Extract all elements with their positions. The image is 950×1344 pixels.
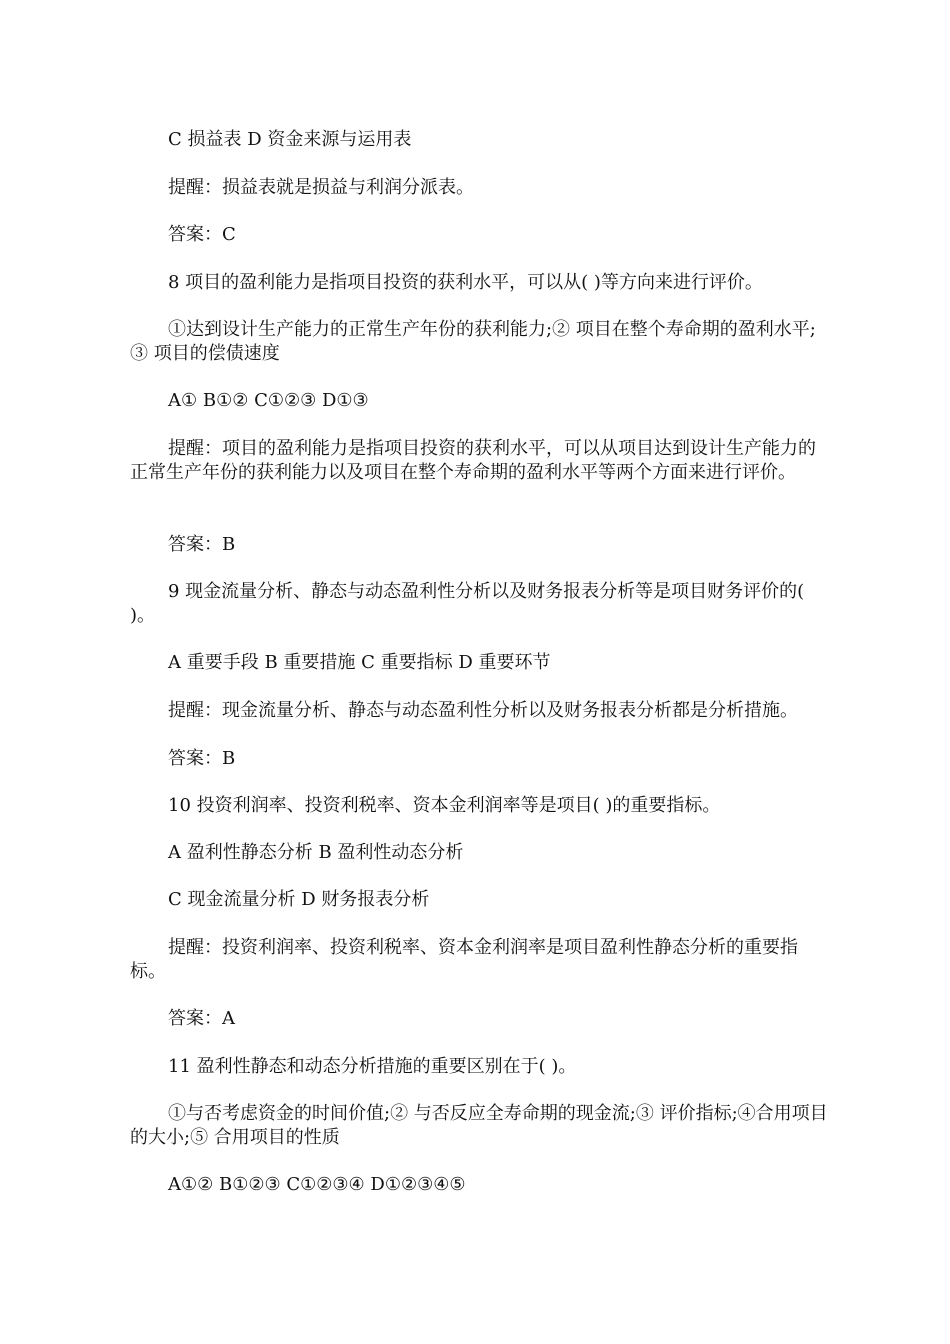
question-11-items: ①与否考虑资金的时间价值;② 与否反应全寿命期的现金流;③ 评价指标;④合用项目的大小;⑤ 合用项目的性质 xyxy=(130,1103,828,1148)
question-10-hint: 提醒：投资利润率、投资利税率、资本金利润率是项目盈利性静态分析的重要指标。 xyxy=(130,937,798,982)
question-8-answer: 答案：B xyxy=(168,534,236,555)
question-8-hint: 提醒：项目的盈利能力是指项目投资的获利水平，可以从项目达到设计生产能力的正常生产年份的获利能力以及项目在整个寿命期的盈利水平等两个方面来进行评价。 xyxy=(130,438,816,483)
paragraph-hint: 提醒：损益表就是损益与利润分派表。 xyxy=(168,177,474,198)
question-8-items: ①达到设计生产能力的正常生产年份的获利能力;② 项目在整个寿命期的盈利水平;③ 项目的偿债速度 xyxy=(130,319,816,364)
paragraph-options-cd: C 损益表 D 资金来源与运用表 xyxy=(168,129,412,150)
question-9-options: A 重要手段 B 重要措施 C 重要指标 D 重要环节 xyxy=(168,652,551,673)
question-10-answer: 答案：A xyxy=(168,1008,235,1029)
question-9-hint: 提醒：现金流量分析、静态与动态盈利性分析以及财务报表分析都是分析措施。 xyxy=(168,700,798,721)
question-9-answer: 答案：B xyxy=(168,748,236,769)
question-8-options: A① B①② C①②③ D①③ xyxy=(168,390,369,411)
question-8: 8 项目的盈利能力是指项目投资的获利水平，可以从( )等方向来进行评价。 xyxy=(168,272,763,293)
question-11-options: A①② B①②③ C①②③④ D①②③④⑤ xyxy=(168,1174,466,1195)
question-10: 10 投资利润率、投资利税率、资本金利润率等是项目( )的重要指标。 xyxy=(168,795,721,816)
question-9: 9 现金流量分析、静态与动态盈利性分析以及财务报表分析等是项目财务评价的( )。 xyxy=(130,581,805,626)
question-11: 11 盈利性静态和动态分析措施的重要区别在于( )。 xyxy=(168,1056,577,1077)
question-10-options-ab: A 盈利性静态分析 B 盈利性动态分析 xyxy=(168,842,464,863)
question-10-options-cd: C 现金流量分析 D 财务报表分析 xyxy=(168,889,430,910)
paragraph-answer: 答案：C xyxy=(168,224,236,245)
